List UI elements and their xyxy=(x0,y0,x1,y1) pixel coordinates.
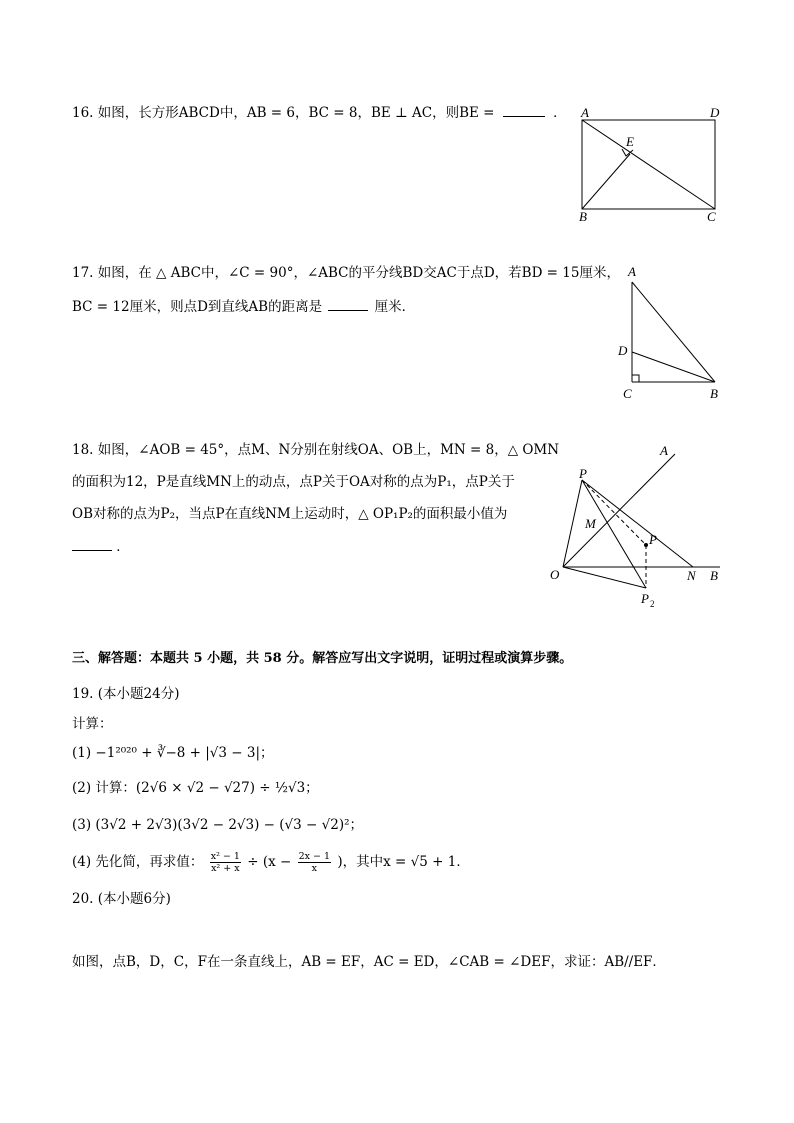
q17-label-d: D xyxy=(618,343,628,358)
q18-line3: OB对称的点为P₂，当点P在直线NM上运动时，△ OP₁P₂的面积最小值为 xyxy=(72,506,508,522)
q20-title: 20. (本小题6分) xyxy=(72,891,171,907)
q16-label-e: E xyxy=(626,134,634,149)
q16-answer-blank[interactable] xyxy=(503,103,545,117)
q19-part4-suffix: )，其中x = √5 + 1． xyxy=(337,854,470,870)
q16-label-d: D xyxy=(710,105,720,120)
q19-title: 19. (本小题24分) xyxy=(72,686,180,702)
q18-label-a: A xyxy=(660,443,668,458)
q19-part4-fraction2 xyxy=(298,851,331,874)
q18-label-o: O xyxy=(550,567,560,582)
q16-statement: 16. 如图，长方形ABCD中，AB = 6，BC = 8，BE ⊥ AC，则BE = xyxy=(72,105,495,121)
q16-label-c: C xyxy=(707,209,716,224)
q20-body: 如图，点B，D，C，F在一条直线上，AB = EF，AC = ED，∠CAB = ∠DEF，求证：AB//EF． xyxy=(72,954,666,970)
q19-part4-frac1-denominator: x² + x xyxy=(211,863,240,874)
q18-label-p1: P xyxy=(579,466,587,481)
q18-label-n: N xyxy=(687,568,696,583)
q18-label-p: P xyxy=(649,532,657,547)
q17-line1: 17. 如图，在 △ ABC中，∠C = 90°，∠ABC的平分线BD交AC于点D，若BD = 15厘米， xyxy=(72,265,620,281)
q16-rectangle-figure xyxy=(570,100,730,230)
q19-part3: (3) (3√2 + 2√3)(3√2 − 2√3) − (√3 − √2)²； xyxy=(72,817,364,833)
q17-label-a: A xyxy=(628,264,636,279)
q17-label-b: B xyxy=(710,386,718,401)
q17-triangle-figure xyxy=(612,262,732,407)
q19-part4-fraction1 xyxy=(210,851,241,874)
q16-label-b: B xyxy=(579,209,587,224)
q19-part4-frac1-numerator: x² − 1 xyxy=(210,851,240,862)
q19-part4-frac2-numerator: 2x − 1 xyxy=(298,851,331,862)
q19-part2: (2) 计算：(2√6 × √2 − √27) ÷ ½√3； xyxy=(72,780,319,796)
q18-line2: 的面积为12，P是直线MN上的动点，点P关于OA对称的点为P₁，点P关于 xyxy=(72,474,515,490)
q18-label-b: B xyxy=(710,568,718,583)
section-3-heading: 三、解答题：本题共 5 小题，共 58 分。解答应写出文字说明，证明过程或演算步骤。 xyxy=(72,651,573,666)
q19-part4-prefix: (4) 先化简，再求值： xyxy=(72,854,204,870)
q17-statement-2: BC = 12厘米，则点D到直线AB的距离是 xyxy=(72,299,323,315)
q16-suffix: ． xyxy=(553,105,567,121)
q19-intro: 计算： xyxy=(72,716,113,732)
q18-answer-blank[interactable] xyxy=(72,537,112,551)
q16-text xyxy=(72,103,567,122)
q19-part4 xyxy=(72,851,470,874)
q18-suffix: ． xyxy=(116,539,130,555)
q18-label-m: M xyxy=(585,516,596,531)
q18-line1: 18. 如图，∠AOB = 45°，点M、N分别在射线OA、OB上，MN = 8，△ OMN xyxy=(72,442,560,458)
q18-label-p2-sub: 2 xyxy=(650,599,655,609)
q17-label-c: C xyxy=(623,386,632,401)
q19-part1: (1) −1²⁰²⁰ + ∛−8 + |√3 − 3|； xyxy=(72,745,274,761)
q18-angle-figure xyxy=(545,440,735,615)
q17-line2 xyxy=(72,297,415,316)
q17-answer-blank[interactable] xyxy=(328,297,368,311)
q18-label-p2: P xyxy=(641,591,649,606)
q19-part4-divide: ÷ (x − xyxy=(247,854,292,870)
q19-part4-frac2-denominator: x xyxy=(311,863,318,874)
q17-unit: 厘米． xyxy=(374,299,416,315)
q16-label-a: A xyxy=(581,105,589,120)
q18-line4 xyxy=(72,537,130,556)
